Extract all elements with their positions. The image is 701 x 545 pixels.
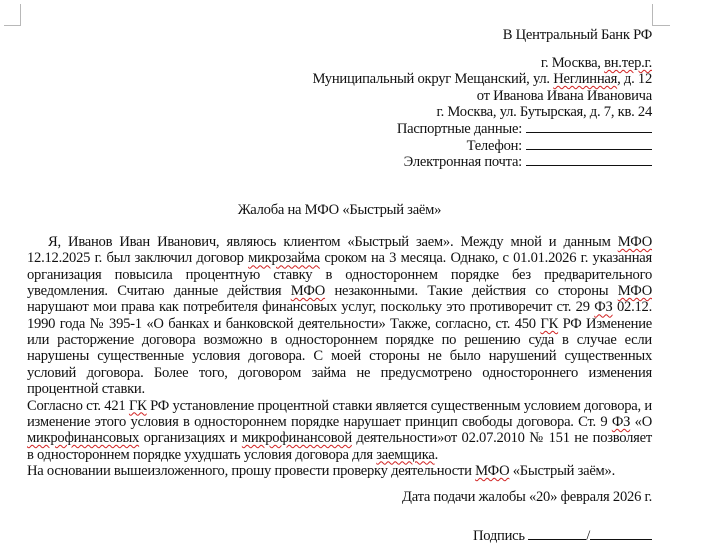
- spellcheck-flagged-word[interactable]: МФО: [475, 462, 510, 479]
- address-line: [27, 55, 652, 71]
- body-line: [27, 430, 652, 446]
- page-corner-mark-top-right: [652, 4, 670, 26]
- body-line: [27, 316, 652, 332]
- text-segment: незаконными. Такие действия со стороны: [325, 283, 618, 300]
- contact-field-row: [27, 137, 652, 154]
- field-blank[interactable]: [526, 120, 652, 133]
- text-segment: условий договора. Более того, договором займа не предусмотрено одностороннего изменения: [27, 364, 652, 381]
- body-line: [27, 463, 652, 479]
- text-segment: сроком на 3 месяца. Однако, с 01.01.2026 г. указанная: [320, 250, 652, 267]
- body-line: [27, 267, 652, 283]
- body-line: [27, 348, 652, 364]
- text-segment: деятельности»от 02.07.2010 № 151 не позволяет: [351, 430, 652, 447]
- text-segment: Я, Иванов Иван Иванович, являюсь клиентом «Быстрый заем». Между мной и данным: [48, 234, 618, 250]
- address-line: [27, 88, 652, 104]
- text-segment: 1990 года № 395-1 «О банках и банковской деятельности» Также, согласно, ст. 450: [27, 315, 541, 332]
- signature-label: Подпись: [472, 528, 525, 544]
- body-line: [27, 447, 652, 463]
- spellcheck-flagged-word[interactable]: МФО: [617, 234, 652, 250]
- submission-date: Дата подачи жалобы «20» февраля 2026 г.: [402, 489, 652, 505]
- text-segment: .: [434, 446, 438, 463]
- signature-line: [27, 527, 652, 544]
- body-line: [27, 234, 652, 250]
- text-segment: от Иванова Ивана Ивановича: [476, 88, 652, 104]
- document-title: Жалоба на МФО «Быстрый заём»: [237, 202, 442, 218]
- field-label: Электронная почта:: [403, 154, 522, 170]
- text-segment: РФ установление процентной ставки является существенным условием договора, и: [146, 397, 652, 414]
- field-label: Паспортные данные:: [396, 121, 522, 137]
- spellcheck-flagged-word[interactable]: микрофинансовой: [241, 430, 352, 447]
- text-segment: «О: [630, 413, 652, 430]
- text-segment: г. Москва,: [540, 55, 605, 71]
- contact-field-row: [27, 153, 652, 170]
- text-segment: изменение этого условия в одностороннем порядке нарушает принцип свободы договора. Ст. 9: [27, 413, 612, 430]
- spellcheck-flagged-word[interactable]: микрозайма: [248, 250, 320, 267]
- body-line: [27, 332, 652, 348]
- contact-field-row: [27, 120, 652, 137]
- text-segment: 02.12.: [612, 299, 652, 316]
- text-segment: организациях и: [139, 430, 242, 447]
- body-line: [27, 398, 652, 414]
- spellcheck-flagged-word[interactable]: ФЗ: [611, 413, 631, 430]
- text-segment: Согласно ст. 421: [27, 397, 129, 414]
- spellcheck-flagged-word[interactable]: заемщика: [376, 446, 435, 463]
- text-segment: в одностороннем порядке ухудшать условия договора для: [27, 446, 377, 463]
- text-segment: г. Москва, ул. Бутырская, д. 7, кв. 24: [436, 104, 652, 120]
- text-segment: , д. 12: [617, 71, 652, 87]
- spellcheck-flagged-word[interactable]: МФО: [290, 283, 326, 300]
- body-line: [27, 250, 652, 266]
- body-line: [27, 414, 652, 430]
- address-line: [27, 104, 652, 120]
- signature-field[interactable]: [528, 527, 586, 540]
- text-segment: или расторжение договора возможно в одностороннем порядке по решению суда в случае если: [27, 332, 652, 349]
- body-line: [27, 299, 652, 315]
- body-line: [27, 283, 652, 299]
- field-blank[interactable]: [526, 137, 652, 150]
- text-segment: процентной ставки.: [27, 381, 145, 398]
- text-segment: «Быстрый заём».: [509, 462, 615, 479]
- signature-name-field[interactable]: [590, 527, 652, 540]
- spellcheck-flagged-word[interactable]: вн.тер.г.: [604, 55, 652, 71]
- field-label: Телефон:: [466, 138, 522, 154]
- text-segment: нарушают мои права как потребителя финансовых услуг, поскольку это противоречит ст. 29: [27, 299, 595, 316]
- text-segment: На основании вышеизложенного, прошу провести проверку деятельности: [27, 462, 476, 479]
- spellcheck-flagged-word[interactable]: ФЗ: [594, 299, 613, 316]
- text-segment: РФ Изменение: [558, 315, 653, 332]
- spellcheck-flagged-word[interactable]: микрофинансовых: [27, 430, 140, 447]
- text-segment: нарушены существенные условия договора. С моей стороны не было нарушений существенных: [27, 348, 652, 365]
- field-blank[interactable]: [526, 153, 652, 166]
- text-segment: Муниципальный округ Мещанский, ул.: [312, 71, 554, 87]
- text-segment: уведомления. Считаю данные действия: [27, 283, 291, 300]
- recipient: В Центральный Банк РФ: [502, 27, 652, 43]
- spellcheck-flagged-word[interactable]: ГК: [540, 315, 559, 332]
- page-corner-mark-top-left: [4, 4, 21, 26]
- spellcheck-flagged-word[interactable]: МФО: [617, 283, 652, 300]
- body-line: [27, 381, 652, 397]
- text-segment: организация повысила процентную ставку в одностороннем порядке без предварительного: [27, 266, 652, 283]
- spellcheck-flagged-word[interactable]: Неглинная: [553, 71, 618, 87]
- address-line: [27, 71, 652, 87]
- signature-separator: /: [586, 528, 590, 544]
- text-segment: 12.12.2025 г. был заключил договор: [27, 250, 249, 267]
- spellcheck-flagged-word[interactable]: ГК: [128, 397, 147, 414]
- body-line: [27, 365, 652, 381]
